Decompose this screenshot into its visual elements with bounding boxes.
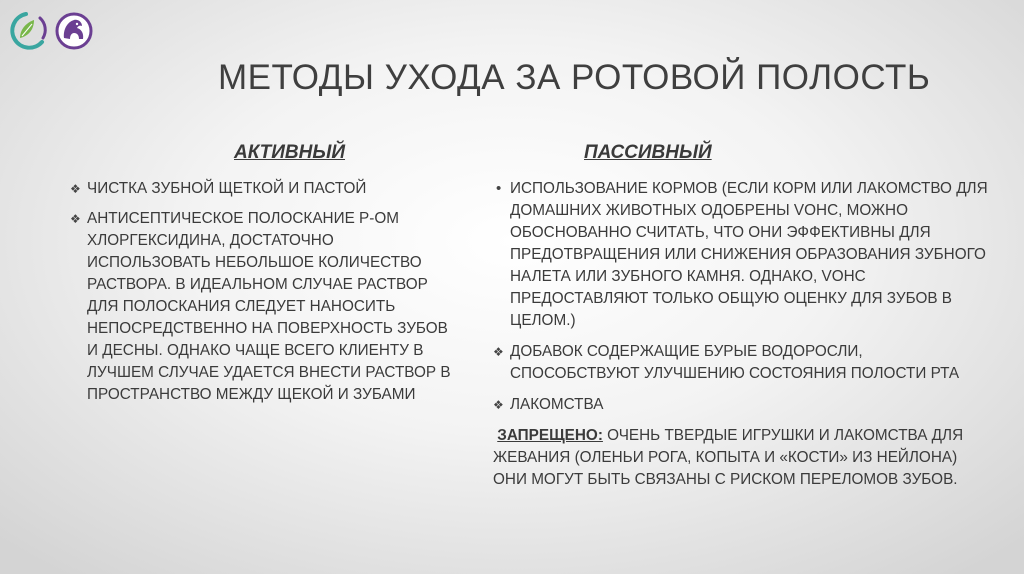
list-item [493, 178, 993, 332]
diamond-bullet-icon: ❖ [493, 398, 504, 412]
forbidden-text: ОЧЕНЬ ТВЕРДЫЕ ИГРУШКИ И ЛАКОМСТВА ДЛЯ ЖЕВАНИЯ (ОЛЕНЬИ РОГА, КОПЫТА И «КОСТИ» ИЗ НЕЙЛОНА) ОНИ МОГУТ БЫТЬ СВЯЗАНЫ С РИСКОМ ПЕРЕЛОМОВ ЗУБОВ. [493, 427, 964, 488]
list-item [70, 178, 455, 200]
leaf-logo-icon [12, 14, 45, 48]
passive-methods-list [493, 178, 993, 500]
diamond-bullet-icon: ❖ [70, 182, 81, 196]
bullet-dot-icon: • [496, 180, 502, 197]
diamond-bullet-icon: ❖ [70, 212, 81, 226]
brand-logos [6, 8, 96, 54]
list-item-text: ЧИСТКА ЗУБНОЙ ЩЕТКОЙ И ПАСТОЙ [87, 180, 367, 197]
slide-title: МЕТОДЫ УХОДА ЗА РОТОВОЙ ПОЛОСТЬ [218, 58, 931, 97]
list-item-text: ЛАКОМСТВА [510, 396, 604, 413]
list-item [493, 394, 993, 416]
list-item-text: АНТИСЕПТИЧЕСКОЕ ПОЛОСКАНИЕ Р-ОМ ХЛОРГЕКСИДИНА, ДОСТАТОЧНО ИСПОЛЬЗОВАТЬ НЕБОЛЬШОЕ КОЛИЧЕСТВО РАСТВОРА. В ИДЕАЛЬНОМ СЛУЧАЕ РАСТВОР ДЛЯ ПОЛОСКАНИЯ СЛЕДУЕТ НАНОСИТЬ НЕПОСРЕДСТВЕННО НА ПОВЕРХНОСТЬ ЗУБОВ И ДЕСНЫ. ОДНАКО ЧАЩЕ ВСЕГО КЛИЕНТУ В ЛУЧШЕМ СЛУЧАЕ УДАЕТСЯ ВНЕСТИ РАСТВОР В ПРОСТРАНСТВО МЕЖДУ ЩЕКОЙ И ЗУБАМИ [87, 210, 451, 403]
diamond-bullet-icon: ❖ [493, 345, 504, 359]
list-item [70, 208, 455, 406]
passive-heading: ПАССИВНЫЙ [584, 142, 712, 163]
active-heading: АКТИВНЫЙ [234, 142, 346, 163]
list-item-text: ИСПОЛЬЗОВАНИЕ КОРМОВ (ЕСЛИ КОРМ ИЛИ ЛАКОМСТВО ДЛЯ ДОМАШНИХ ЖИВОТНЫХ ОДОБРЕНЫ VOHC, МОЖНО ОБОСНОВАННО СЧИТАТЬ, ЧТО ОНИ ЭФФЕКТИВНЫ ДЛЯ ПРЕДОТВРАЩЕНИЯ ИЛИ СНИЖЕНИЯ ОБРАЗОВАНИЯ ЗУБНОГО НАЛЕТА ИЛИ ЗУБНОГО КАМНЯ. ОДНАКО, VOHC ПРЕДОСТАВЛЯЮТ ТОЛЬКО ОБЩУЮ ОЦЕНКУ ДЛЯ ЗУБОВ В ЦЕЛОМ.) [510, 180, 988, 329]
pet-logo-icon [57, 14, 91, 48]
forbidden-label: ЗАПРЕЩЕНО: [497, 427, 603, 444]
list-item [493, 341, 993, 385]
forbidden-note [493, 425, 993, 491]
list-item-text: ДОБАВОК СОДЕРЖАЩИЕ БУРЫЕ ВОДОРОСЛИ, СПОСОБСТВУЮТ УЛУЧШЕНИЮ СОСТОЯНИЯ ПОЛОСТИ РТА [510, 343, 960, 382]
active-methods-list [70, 178, 455, 414]
